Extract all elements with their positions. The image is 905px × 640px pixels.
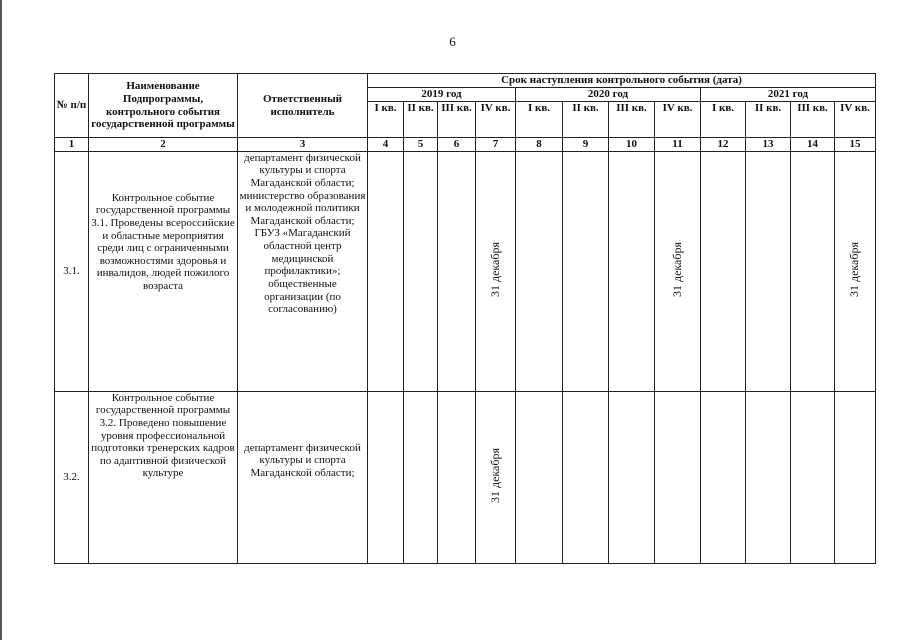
quarter-header: III кв.: [791, 102, 835, 138]
date-cell: [438, 151, 476, 391]
column-number: 2: [89, 138, 238, 152]
quarter-header: I кв.: [701, 102, 746, 138]
date-cell: [655, 391, 701, 563]
date-cell: [609, 151, 655, 391]
date-cell: [701, 391, 746, 563]
date-cell: [835, 151, 876, 391]
column-number: 10: [609, 138, 655, 152]
date-cell: [516, 391, 563, 563]
quarter-header: I кв.: [516, 102, 563, 138]
column-number: 6: [438, 138, 476, 152]
column-number: 5: [404, 138, 438, 152]
page-number: 6: [449, 34, 456, 49]
date-cell: [746, 151, 791, 391]
table-row: [55, 151, 876, 391]
date-cell: [791, 151, 835, 391]
date-cell: [476, 391, 516, 563]
date-cell: [563, 151, 609, 391]
column-number: 1: [55, 138, 89, 152]
year-2019: 2019 год: [368, 88, 516, 102]
date-cell: [791, 391, 835, 563]
date-cell: [701, 151, 746, 391]
quarter-header: II кв.: [404, 102, 438, 138]
date-text: 31 декабря: [487, 241, 502, 297]
quarter-header: IV кв.: [476, 102, 516, 138]
date-text: 31 декабря: [487, 447, 502, 503]
table-row: [55, 391, 876, 563]
column-number: 12: [701, 138, 746, 152]
column-number: 4: [368, 138, 404, 152]
column-number: 8: [516, 138, 563, 152]
executor-cell: департамент физической культуры и спорта Магаданской области; министерство образования и молодежной политики Магаданской области; ГБУЗ «Магаданский областной центр медицинской профилактики»; общественные организации (по согласованию): [238, 151, 368, 391]
header-executor: Ответственный исполнитель: [238, 74, 368, 138]
quarter-header: IV кв.: [655, 102, 701, 138]
date-cell: [609, 391, 655, 563]
column-number: 13: [746, 138, 791, 152]
date-cell: [476, 151, 516, 391]
date-cell: [404, 151, 438, 391]
quarter-header: II кв.: [746, 102, 791, 138]
column-number: 9: [563, 138, 609, 152]
column-number: 14: [791, 138, 835, 152]
column-number: 7: [476, 138, 516, 152]
executor-cell: департамент физической культуры и спорта Магаданской области;: [238, 391, 368, 563]
column-number: 3: [238, 138, 368, 152]
quarter-header: IV кв.: [835, 102, 876, 138]
date-text: 31 декабря: [669, 241, 684, 297]
page-edge-line: [0, 0, 2, 640]
date-cell: [516, 151, 563, 391]
date-cell: [438, 391, 476, 563]
header-deadline: Срок наступления контрольного события (дата): [368, 74, 876, 88]
row-number: 3.2.: [55, 391, 89, 563]
date-cell: [746, 391, 791, 563]
row-number: 3.1.: [55, 151, 89, 391]
quarter-header: I кв.: [368, 102, 404, 138]
year-2020: 2020 год: [516, 88, 701, 102]
header-num: № п/п: [55, 74, 89, 138]
control-events-table: [54, 73, 876, 564]
date-cell: [368, 151, 404, 391]
column-number: 11: [655, 138, 701, 152]
event-name: Контрольное событие государственной программы 3.2. Проведено повышение уровня профессиональной подготовки тренерских кадров по адаптивной физической культуре: [89, 391, 238, 563]
date-cell: [404, 391, 438, 563]
header-name: Наименование Подпрограммы, контрольного события государственной программы: [89, 74, 238, 138]
date-cell: [655, 151, 701, 391]
date-cell: [563, 391, 609, 563]
quarter-header: III кв.: [609, 102, 655, 138]
quarter-header: III кв.: [438, 102, 476, 138]
event-name: Контрольное событие государственной программы 3.1. Проведены всероссийские и областные мероприятия среди лиц с ограниченными возможностями здоровья и инвалидов, людей пожилого возраста: [89, 151, 238, 391]
date-cell: [835, 391, 876, 563]
date-cell: [368, 391, 404, 563]
column-number: 15: [835, 138, 876, 152]
quarter-header: II кв.: [563, 102, 609, 138]
year-2021: 2021 год: [701, 88, 876, 102]
date-text: 31 декабря: [847, 241, 862, 297]
